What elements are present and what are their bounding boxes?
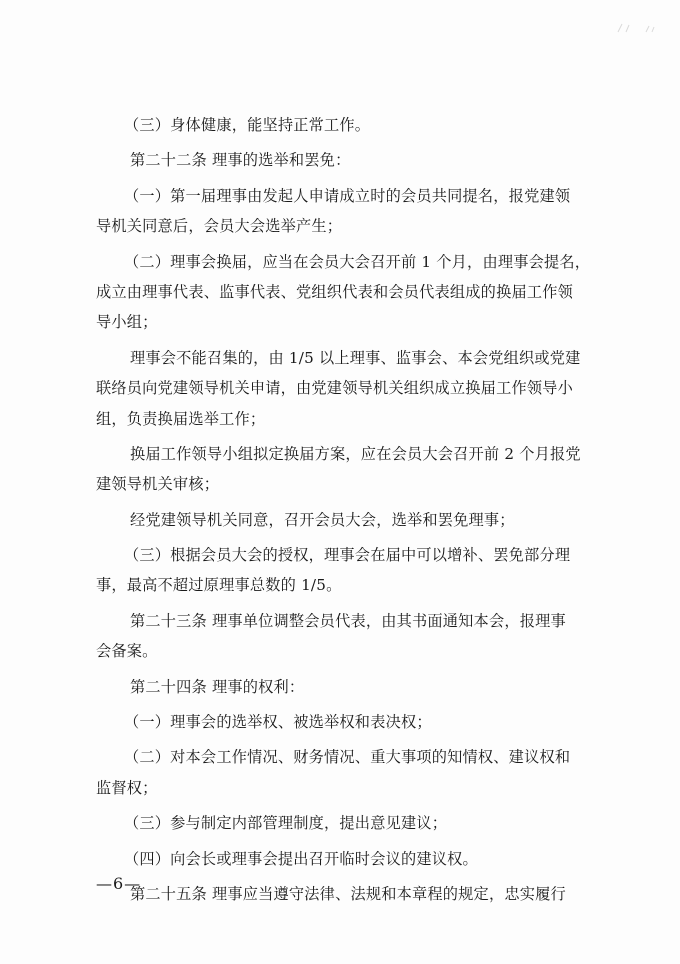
text-line: 联络员向党建领导机关申请，由党建领导机关组织成立换届工作领导小	[96, 379, 574, 398]
scan-artifact-marks	[616, 22, 656, 34]
text-line: 建领导机关审核；	[96, 475, 220, 494]
text-line: 第二十三条 理事单位调整会员代表，由其书面通知本会，报理事	[130, 611, 566, 630]
text-line: 事，最高不超过原理事总数的 1/5。	[96, 576, 342, 595]
text-line: （一）第一届理事由发起人申请成立时的会员共同提名，报党建领	[124, 186, 571, 205]
text-line: （一）理事会的选举权、被选举权和表决权；	[124, 713, 432, 732]
page-number: —6—	[96, 874, 142, 893]
text-line: 第二十五条 理事应当遵守法律、法规和本章程的规定，忠实履行	[130, 884, 566, 903]
text-line: 会备案。	[96, 642, 158, 661]
text-line: 第二十四条 理事的权利：	[130, 677, 305, 696]
text-line: 组，负责换届选举工作；	[96, 409, 266, 428]
text-line: 理事会不能召集的，由 1/5 以上理事、监事会、本会党组织或党建	[130, 348, 581, 367]
text-line: （二）理事会换届，应当在会员大会召开前 1 个月，由理事会提名，	[124, 252, 591, 271]
text-line: 导机关同意后，会员大会选举产生；	[96, 217, 343, 236]
document-body	[96, 110, 606, 909]
text-line: （三）身体健康，能坚持正常工作。	[124, 116, 371, 134]
text-line: （二）对本会工作情况、财务情况、重大事项的知情权、建议权和	[124, 748, 571, 767]
text-line: 第二十二条 理事的选举和罢免：	[130, 151, 351, 170]
text-line: （三）参与制定内部管理制度，提出意见建议；	[124, 814, 448, 833]
text-line: 换届工作领导小组拟定换届方案，应在会员大会召开前 2 个月报党	[130, 444, 581, 463]
text-line: 监督权；	[96, 778, 158, 797]
text-line: （四）向会长或理事会提出召开临时会议的建议权。	[124, 849, 478, 868]
text-line: 导小组；	[96, 313, 158, 332]
text-line: 成立由理事代表、监事代表、党组织代表和会员代表组成的换届工作领	[96, 282, 574, 301]
text-line: 经党建领导机关同意，召开会员大会，选举和罢免理事；	[130, 510, 515, 529]
text-line: （三）根据会员大会的授权，理事会在届中可以增补、罢免部分理	[124, 546, 571, 565]
